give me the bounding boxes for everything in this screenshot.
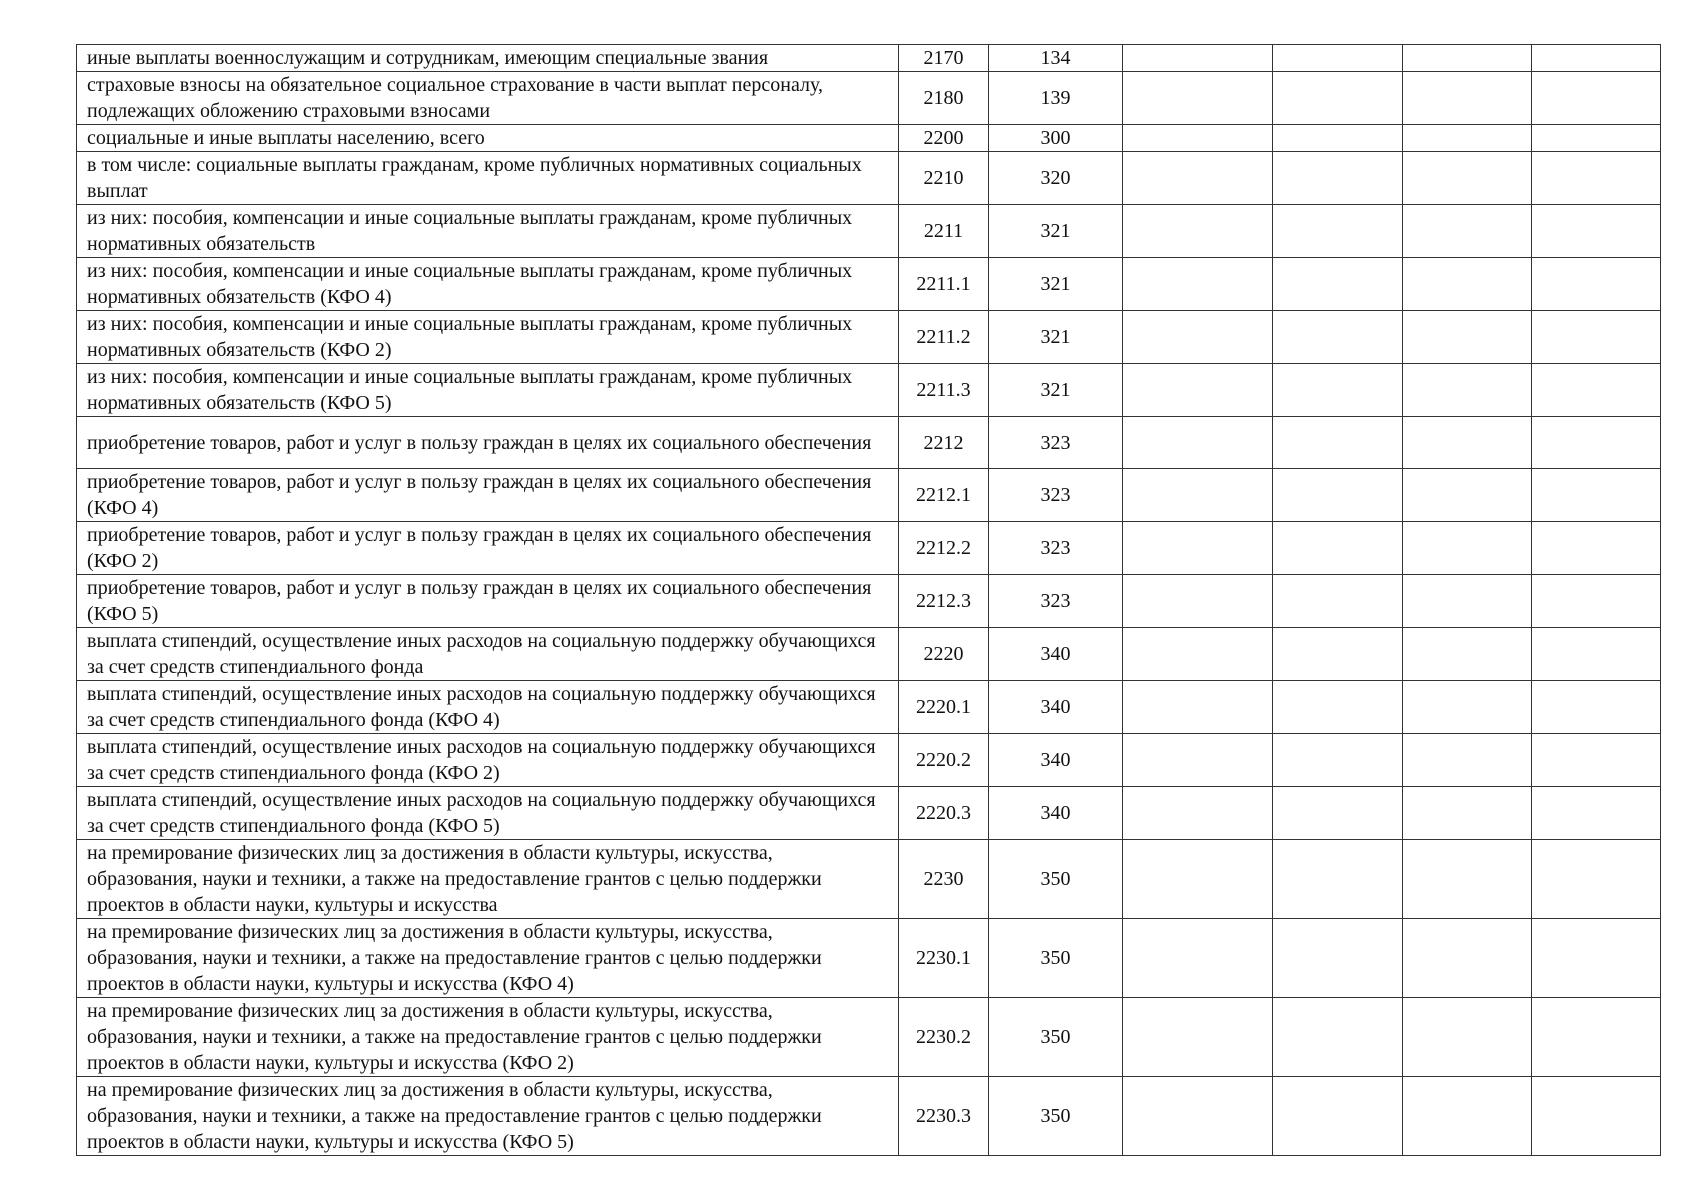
row-line-code-cell: 2210 bbox=[899, 152, 989, 205]
table-row bbox=[77, 840, 1661, 919]
row-empty-value-cell bbox=[1403, 998, 1532, 1077]
row-empty-value-cell bbox=[1532, 522, 1661, 575]
table-row bbox=[77, 364, 1661, 417]
row-budget-code-cell: 320 bbox=[989, 152, 1123, 205]
row-budget-code-cell: 323 bbox=[989, 417, 1123, 469]
row-empty-value-cell bbox=[1123, 787, 1273, 840]
row-budget-code-cell: 350 bbox=[989, 998, 1123, 1077]
row-empty-value-cell bbox=[1532, 125, 1661, 152]
row-name-cell: в том числе: социальные выплаты гражданам, кроме публичных нормативных социальных выплат bbox=[77, 152, 899, 205]
row-empty-value-cell bbox=[1532, 998, 1661, 1077]
row-budget-code-cell: 350 bbox=[989, 919, 1123, 998]
row-line-code-cell: 2200 bbox=[899, 125, 989, 152]
row-name-cell: приобретение товаров, работ и услуг в пользу граждан в целях их социального обеспечения (КФО 4) bbox=[77, 469, 899, 522]
table-row bbox=[77, 998, 1661, 1077]
row-budget-code-cell: 300 bbox=[989, 125, 1123, 152]
row-empty-value-cell bbox=[1273, 628, 1403, 681]
row-line-code-cell: 2220 bbox=[899, 628, 989, 681]
row-line-code-cell: 2230.2 bbox=[899, 998, 989, 1077]
table-row bbox=[77, 1077, 1661, 1156]
row-empty-value-cell bbox=[1532, 840, 1661, 919]
row-empty-value-cell bbox=[1123, 364, 1273, 417]
row-name-cell: приобретение товаров, работ и услуг в пользу граждан в целях их социального обеспечения (КФО 2) bbox=[77, 522, 899, 575]
row-line-code-cell: 2211.1 bbox=[899, 258, 989, 311]
row-name-cell: на премирование физических лиц за достижения в области культуры, искусства, образования, науки и техники, а также на предоставление грантов с целью поддержки проектов в области науки, культуры и искусства (КФО 5) bbox=[77, 1077, 899, 1156]
row-line-code-cell: 2170 bbox=[899, 45, 989, 72]
row-budget-code-cell: 340 bbox=[989, 628, 1123, 681]
row-budget-code-cell: 321 bbox=[989, 311, 1123, 364]
row-empty-value-cell bbox=[1532, 628, 1661, 681]
row-empty-value-cell bbox=[1403, 919, 1532, 998]
row-empty-value-cell bbox=[1273, 469, 1403, 522]
row-empty-value-cell bbox=[1403, 681, 1532, 734]
row-empty-value-cell bbox=[1273, 72, 1403, 125]
row-empty-value-cell bbox=[1532, 45, 1661, 72]
row-empty-value-cell bbox=[1123, 734, 1273, 787]
row-line-code-cell: 2212.1 bbox=[899, 469, 989, 522]
row-empty-value-cell bbox=[1273, 152, 1403, 205]
row-budget-code-cell: 340 bbox=[989, 787, 1123, 840]
row-line-code-cell: 2211.3 bbox=[899, 364, 989, 417]
row-empty-value-cell bbox=[1403, 205, 1532, 258]
row-name-cell: на премирование физических лиц за достижения в области культуры, искусства, образования, науки и техники, а также на предоставление грантов с целью поддержки проектов в области науки, культуры и искусства (КФО 4) bbox=[77, 919, 899, 998]
row-empty-value-cell bbox=[1403, 575, 1532, 628]
row-empty-value-cell bbox=[1123, 919, 1273, 998]
row-empty-value-cell bbox=[1273, 734, 1403, 787]
row-empty-value-cell bbox=[1273, 522, 1403, 575]
table-row bbox=[77, 575, 1661, 628]
row-empty-value-cell bbox=[1532, 205, 1661, 258]
row-name-cell: из них: пособия, компенсации и иные социальные выплаты гражданам, кроме публичных нормативных обязательств (КФО 4) bbox=[77, 258, 899, 311]
row-empty-value-cell bbox=[1532, 734, 1661, 787]
table-row bbox=[77, 125, 1661, 152]
row-empty-value-cell bbox=[1123, 417, 1273, 469]
row-empty-value-cell bbox=[1532, 1077, 1661, 1156]
row-name-cell: из них: пособия, компенсации и иные социальные выплаты гражданам, кроме публичных нормативных обязательств (КФО 2) bbox=[77, 311, 899, 364]
table-row bbox=[77, 417, 1661, 469]
row-empty-value-cell bbox=[1403, 152, 1532, 205]
row-empty-value-cell bbox=[1403, 72, 1532, 125]
row-line-code-cell: 2230.1 bbox=[899, 919, 989, 998]
table-row bbox=[77, 734, 1661, 787]
row-empty-value-cell bbox=[1403, 840, 1532, 919]
row-empty-value-cell bbox=[1123, 205, 1273, 258]
row-empty-value-cell bbox=[1403, 258, 1532, 311]
row-empty-value-cell bbox=[1273, 364, 1403, 417]
row-empty-value-cell bbox=[1273, 311, 1403, 364]
row-empty-value-cell bbox=[1273, 840, 1403, 919]
row-budget-code-cell: 350 bbox=[989, 840, 1123, 919]
table-body bbox=[77, 45, 1661, 1156]
row-empty-value-cell bbox=[1123, 258, 1273, 311]
row-name-cell: страховые взносы на обязательное социальное страхование в части выплат персоналу, подлежащих обложению страховыми взносами bbox=[77, 72, 899, 125]
row-line-code-cell: 2211 bbox=[899, 205, 989, 258]
row-line-code-cell: 2180 bbox=[899, 72, 989, 125]
table-row bbox=[77, 787, 1661, 840]
row-name-cell: выплата стипендий, осуществление иных расходов на социальную поддержку обучающихся за счет средств стипендиального фонда bbox=[77, 628, 899, 681]
row-empty-value-cell bbox=[1273, 681, 1403, 734]
table-row bbox=[77, 522, 1661, 575]
row-empty-value-cell bbox=[1532, 681, 1661, 734]
row-empty-value-cell bbox=[1123, 522, 1273, 575]
row-name-cell: выплата стипендий, осуществление иных расходов на социальную поддержку обучающихся за счет средств стипендиального фонда (КФО 2) bbox=[77, 734, 899, 787]
row-empty-value-cell bbox=[1123, 45, 1273, 72]
row-empty-value-cell bbox=[1123, 152, 1273, 205]
row-empty-value-cell bbox=[1532, 417, 1661, 469]
row-budget-code-cell: 340 bbox=[989, 681, 1123, 734]
row-empty-value-cell bbox=[1123, 1077, 1273, 1156]
row-line-code-cell: 2212 bbox=[899, 417, 989, 469]
row-empty-value-cell bbox=[1273, 919, 1403, 998]
row-budget-code-cell: 323 bbox=[989, 575, 1123, 628]
row-name-cell: выплата стипендий, осуществление иных расходов на социальную поддержку обучающихся за счет средств стипендиального фонда (КФО 5) bbox=[77, 787, 899, 840]
row-empty-value-cell bbox=[1532, 469, 1661, 522]
row-empty-value-cell bbox=[1273, 998, 1403, 1077]
row-empty-value-cell bbox=[1532, 72, 1661, 125]
row-empty-value-cell bbox=[1123, 998, 1273, 1077]
row-empty-value-cell bbox=[1273, 205, 1403, 258]
row-line-code-cell: 2220.2 bbox=[899, 734, 989, 787]
table-row bbox=[77, 628, 1661, 681]
row-budget-code-cell: 321 bbox=[989, 205, 1123, 258]
document-page bbox=[76, 44, 1660, 1156]
row-name-cell: приобретение товаров, работ и услуг в пользу граждан в целях их социального обеспечения bbox=[77, 417, 899, 469]
row-empty-value-cell bbox=[1273, 45, 1403, 72]
row-budget-code-cell: 350 bbox=[989, 1077, 1123, 1156]
table-row bbox=[77, 311, 1661, 364]
table-row bbox=[77, 45, 1661, 72]
row-name-cell: из них: пособия, компенсации и иные социальные выплаты гражданам, кроме публичных нормативных обязательств (КФО 5) bbox=[77, 364, 899, 417]
row-line-code-cell: 2220.1 bbox=[899, 681, 989, 734]
row-name-cell: социальные и иные выплаты населению, всего bbox=[77, 125, 899, 152]
row-line-code-cell: 2230 bbox=[899, 840, 989, 919]
row-empty-value-cell bbox=[1403, 417, 1532, 469]
row-empty-value-cell bbox=[1123, 72, 1273, 125]
table-row bbox=[77, 205, 1661, 258]
row-name-cell: на премирование физических лиц за достижения в области культуры, искусства, образования, науки и техники, а также на предоставление грантов с целью поддержки проектов в области науки, культуры и искусства bbox=[77, 840, 899, 919]
row-empty-value-cell bbox=[1403, 311, 1532, 364]
row-budget-code-cell: 139 bbox=[989, 72, 1123, 125]
row-budget-code-cell: 340 bbox=[989, 734, 1123, 787]
row-empty-value-cell bbox=[1273, 575, 1403, 628]
row-name-cell: иные выплаты военнослужащим и сотрудникам, имеющим специальные звания bbox=[77, 45, 899, 72]
row-budget-code-cell: 323 bbox=[989, 522, 1123, 575]
row-budget-code-cell: 323 bbox=[989, 469, 1123, 522]
table-row bbox=[77, 919, 1661, 998]
row-budget-code-cell: 321 bbox=[989, 258, 1123, 311]
row-budget-code-cell: 134 bbox=[989, 45, 1123, 72]
row-empty-value-cell bbox=[1403, 522, 1532, 575]
row-name-cell: из них: пособия, компенсации и иные социальные выплаты гражданам, кроме публичных нормативных обязательств bbox=[77, 205, 899, 258]
row-empty-value-cell bbox=[1403, 364, 1532, 417]
row-name-cell: приобретение товаров, работ и услуг в пользу граждан в целях их социального обеспечения (КФО 5) bbox=[77, 575, 899, 628]
row-name-cell: на премирование физических лиц за достижения в области культуры, искусства, образования, науки и техники, а также на предоставление грантов с целью поддержки проектов в области науки, культуры и искусства (КФО 2) bbox=[77, 998, 899, 1077]
row-empty-value-cell bbox=[1532, 311, 1661, 364]
row-empty-value-cell bbox=[1273, 417, 1403, 469]
row-empty-value-cell bbox=[1532, 152, 1661, 205]
row-empty-value-cell bbox=[1123, 469, 1273, 522]
row-empty-value-cell bbox=[1273, 787, 1403, 840]
row-empty-value-cell bbox=[1403, 1077, 1532, 1156]
table-row bbox=[77, 469, 1661, 522]
row-empty-value-cell bbox=[1123, 681, 1273, 734]
row-empty-value-cell bbox=[1123, 628, 1273, 681]
table-row bbox=[77, 152, 1661, 205]
row-empty-value-cell bbox=[1532, 364, 1661, 417]
row-empty-value-cell bbox=[1403, 45, 1532, 72]
row-empty-value-cell bbox=[1123, 125, 1273, 152]
row-line-code-cell: 2230.3 bbox=[899, 1077, 989, 1156]
row-empty-value-cell bbox=[1403, 734, 1532, 787]
row-empty-value-cell bbox=[1532, 919, 1661, 998]
row-empty-value-cell bbox=[1123, 575, 1273, 628]
row-empty-value-cell bbox=[1403, 125, 1532, 152]
row-empty-value-cell bbox=[1403, 628, 1532, 681]
row-line-code-cell: 2212.3 bbox=[899, 575, 989, 628]
table-row bbox=[77, 258, 1661, 311]
row-name-cell: выплата стипендий, осуществление иных расходов на социальную поддержку обучающихся за счет средств стипендиального фонда (КФО 4) bbox=[77, 681, 899, 734]
table-row bbox=[77, 681, 1661, 734]
row-budget-code-cell: 321 bbox=[989, 364, 1123, 417]
budget-table bbox=[76, 44, 1661, 1156]
row-line-code-cell: 2211.2 bbox=[899, 311, 989, 364]
row-empty-value-cell bbox=[1273, 125, 1403, 152]
row-empty-value-cell bbox=[1123, 840, 1273, 919]
row-empty-value-cell bbox=[1532, 787, 1661, 840]
row-empty-value-cell bbox=[1123, 311, 1273, 364]
row-empty-value-cell bbox=[1273, 1077, 1403, 1156]
row-line-code-cell: 2220.3 bbox=[899, 787, 989, 840]
row-empty-value-cell bbox=[1403, 469, 1532, 522]
row-line-code-cell: 2212.2 bbox=[899, 522, 989, 575]
table-row bbox=[77, 72, 1661, 125]
row-empty-value-cell bbox=[1532, 258, 1661, 311]
row-empty-value-cell bbox=[1532, 575, 1661, 628]
row-empty-value-cell bbox=[1403, 787, 1532, 840]
row-empty-value-cell bbox=[1273, 258, 1403, 311]
